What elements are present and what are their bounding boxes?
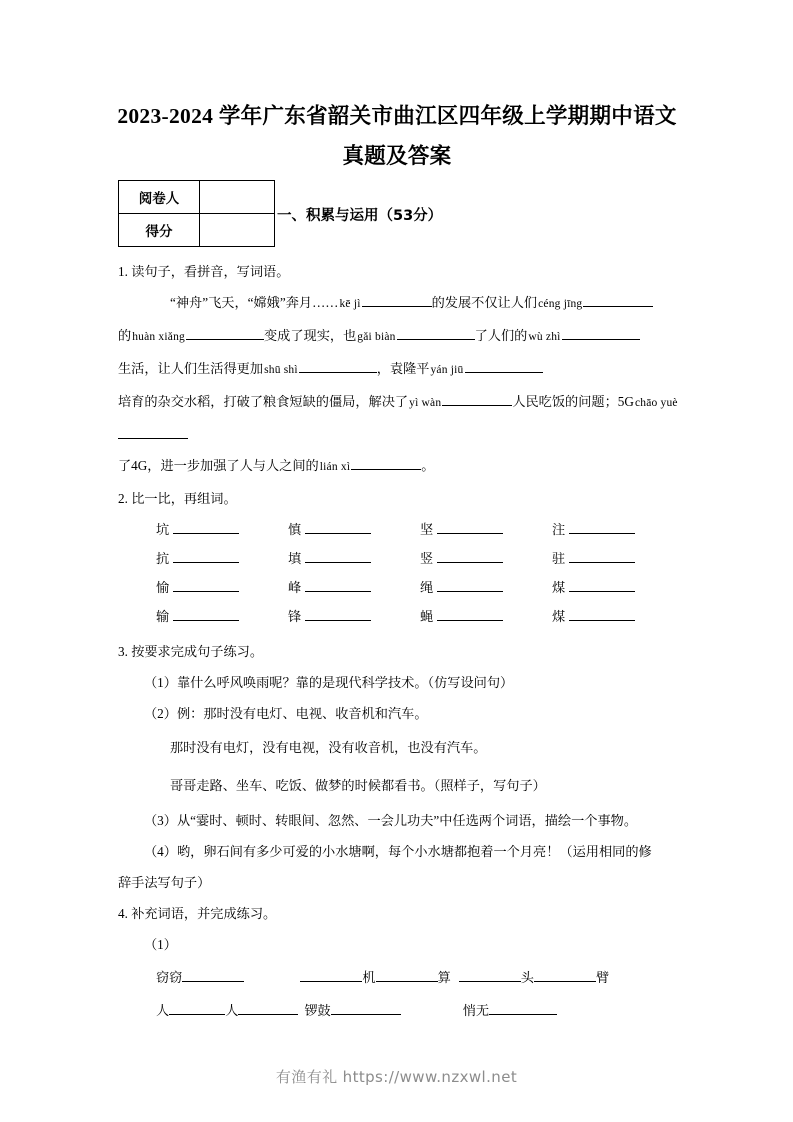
character: 愉 [156,580,170,595]
question-1-passage-cont-1 [118,320,684,353]
question-3-prompt: 3. 按要求完成句子练习。 [118,644,264,659]
character: 煤 [552,580,566,595]
phrase-prefix: 人 [156,1003,170,1018]
question-4-prompt: 4. 补充词语，并完成练习。 [118,906,277,921]
phrase-cell [376,962,451,993]
q1-pinyin-8: yì wàn [409,397,442,409]
q1-pinyin-4: gǎi biàn [357,331,396,343]
table-row [156,545,684,574]
q1-pinyin-2: céng jīng [538,298,583,310]
question-4-number: 4 [118,906,125,921]
question-3-prompt-text: 按要求完成句子练习。 [131,644,264,659]
word-build-cell [288,601,420,632]
answer-blank[interactable] [569,606,635,621]
word-build-cell [552,572,684,603]
table-row [119,181,275,214]
answer-blank[interactable] [169,1000,225,1015]
question-3-number: 3 [118,644,125,659]
question-1-passage-cont-3 [118,386,684,450]
reviewer-label: 阅卷人 [119,181,200,214]
character: 填 [288,551,302,566]
answer-blank[interactable] [489,1000,557,1015]
score-label: 得分 [119,214,200,247]
section-heading: 一、积累与运用（53分） [277,208,443,224]
q1-text-3: 的 [118,328,132,343]
footer-watermark: 有渔有礼 https://www.nzxwl.net [275,1068,518,1086]
question-4-row-2 [118,993,684,1026]
q1-blank-5[interactable] [562,325,640,340]
word-build-cell [156,601,288,632]
q1-pinyin-9: chāo yuè [634,397,678,409]
word-build-cell [552,601,684,632]
character: 注 [552,522,566,537]
character: 坑 [156,522,170,537]
character: 输 [156,609,170,624]
q1-text-8: 培育的杂交水稻，打破了粮食短缺的僵局，解决了 [118,394,409,409]
answer-blank[interactable] [569,548,635,563]
title-line-1: 2023-2024 学年广东省韶关市曲江区四年级上学期期中语文 [117,104,677,128]
answer-blank[interactable] [182,967,244,982]
phrase-suffix: 头 [520,970,534,985]
phrase-cell [156,995,298,1026]
q1-pinyin-5: wù zhì [528,331,561,343]
word-build-cell [288,543,420,574]
character: 锋 [288,609,302,624]
q1-blank-6[interactable] [299,358,377,373]
phrase-suffix: 算 [437,970,451,985]
phrase-middle: 人 [225,1003,239,1018]
question-1-passage [118,287,684,320]
title-line-2: 真题及答案 [342,144,452,168]
question-1-prompt: 1. 读句子，看拼音，写词语。 [118,264,290,279]
q1-text-9: 人民吃饭的问题；5G [512,394,634,409]
character: 竖 [420,551,434,566]
answer-blank[interactable] [569,577,635,592]
word-build-cell [420,601,552,632]
table-row [119,214,275,247]
question-2-grid [118,516,684,632]
q1-blank-2[interactable] [583,292,653,307]
q1-pinyin-3: huàn xiǎng [132,331,185,343]
q1-text-2: 的发展不仅让人们 [431,295,538,310]
score-value[interactable] [200,214,275,247]
table-row [156,516,684,545]
word-build-cell [156,543,288,574]
q1-text-11: 。 [421,458,435,473]
question-2-prompt-text: 比一比，再组词。 [131,491,237,506]
question-3-item-4-line-2: 辞手法写句子） [118,875,211,890]
character: 绳 [420,580,434,595]
character: 慎 [288,522,302,537]
answer-blank[interactable] [459,967,521,982]
word-build-cell [156,514,288,545]
answer-blank[interactable] [437,577,503,592]
question-1-passage-cont-4 [118,450,684,483]
word-build-cell [156,572,288,603]
phrase-prefix: 悄无 [462,1003,490,1018]
answer-blank[interactable] [437,606,503,621]
q1-text-5: 了人们的 [474,328,528,343]
question-1-prompt-text: 读句子，看拼音，写词语。 [131,264,290,279]
q1-blank-1[interactable] [362,292,432,307]
table-row [156,574,684,603]
answer-blank[interactable] [173,548,239,563]
character: 坚 [420,522,434,537]
question-3-item-2: （2）例：那时没有电灯、电视、收音机和汽车。 [144,706,428,721]
q1-pinyin-10: lián xì [319,461,351,473]
phrase-suffix: 机 [362,970,376,985]
word-build-cell [552,514,684,545]
answer-blank[interactable] [173,519,239,534]
answer-blank[interactable] [437,548,503,563]
q1-text-4: 变成了现实，也 [263,328,357,343]
phrase-cell [463,995,557,1026]
question-1-number: 1 [118,264,125,279]
q1-blank-3[interactable] [186,325,264,340]
phrase-prefix: 锣鼓 [304,1003,331,1018]
phrase-cell [300,962,375,993]
character: 抗 [156,551,170,566]
q1-blank-9[interactable] [118,424,188,439]
question-3-item-3: （3）从“霎时、顿时、转眼间、忽然、一会儿功夫”中任选两个词语，描绘一个事物。 [144,813,638,828]
answer-blank[interactable] [305,577,371,592]
question-4-prompt-text: 补充词语，并完成练习。 [131,906,277,921]
q1-pinyin-7: yán jiū [430,364,464,376]
phrase-cell [304,995,400,1026]
answer-blank[interactable] [238,1000,298,1015]
answer-blank[interactable] [305,606,371,621]
word-build-cell [420,514,552,545]
q1-text-7: ，袁隆平 [376,361,430,376]
answer-blank[interactable] [437,519,503,534]
question-3-item-1: （1）靠什么呼风唤雨呢？靠的是现代科学技术。（仿写设问句） [144,675,514,690]
character: 煤 [552,609,566,624]
q1-blank-7[interactable] [465,358,543,373]
page-title [108,96,686,176]
score-block [118,180,442,247]
answer-blank[interactable] [534,967,596,982]
phrase-cell [156,962,244,993]
answer-blank[interactable] [173,606,239,621]
phrase-suffix: 臂 [595,970,610,985]
phrase-prefix: 窃窃 [156,970,183,985]
word-build-cell [288,514,420,545]
word-build-cell [288,572,420,603]
phrase-cell [534,962,609,993]
q1-blank-8[interactable] [442,391,512,406]
q1-text-1: “神舟”飞天，“嫦娥”奔月…… [170,295,339,310]
question-2-number: 2 [118,491,125,506]
table-row [156,603,684,632]
character: 驻 [552,551,566,566]
question-2-prompt: 2. 比一比，再组词。 [118,491,237,506]
question-3-item-4-line-1: （4）哟，卵石间有多少可爱的小水塘啊，每个小水塘都抱着一个月亮！（运用相同的修 [144,844,652,859]
character: 蝇 [420,609,434,624]
question-4-sub-1: （1） [144,937,177,952]
question-3-item-2-task: 哥哥走路、坐车、吃饭、做梦的时候都看书。（照样子，写句子） [170,778,546,793]
answer-blank[interactable] [300,967,362,982]
q1-pinyin-1: kē jì [339,298,361,310]
q1-blank-10[interactable] [351,455,421,470]
exam-body [118,256,684,1026]
q1-text-6: 生活，让人们生活得更加 [118,361,264,376]
answer-blank[interactable] [305,519,371,534]
word-build-cell [552,543,684,574]
answer-blank[interactable] [569,519,635,534]
reviewer-value[interactable] [200,181,275,214]
question-1-passage-cont-2 [118,353,684,386]
phrase-cell [459,962,534,993]
question-3-item-2-example: 那时没有电灯，没有电视，没有收音机，也没有汽车。 [170,740,487,755]
answer-blank[interactable] [331,1000,401,1015]
q1-pinyin-6: shū shì [264,364,298,376]
answer-blank[interactable] [376,967,438,982]
answer-blank[interactable] [305,548,371,563]
character: 峰 [288,580,302,595]
q1-blank-4[interactable] [397,325,475,340]
q1-text-10: 了4G，进一步加强了人与人之间的 [118,458,319,473]
word-build-cell [420,543,552,574]
word-build-cell [420,572,552,603]
question-4-row-1 [118,960,684,993]
score-table [118,180,275,247]
answer-blank[interactable] [173,577,239,592]
